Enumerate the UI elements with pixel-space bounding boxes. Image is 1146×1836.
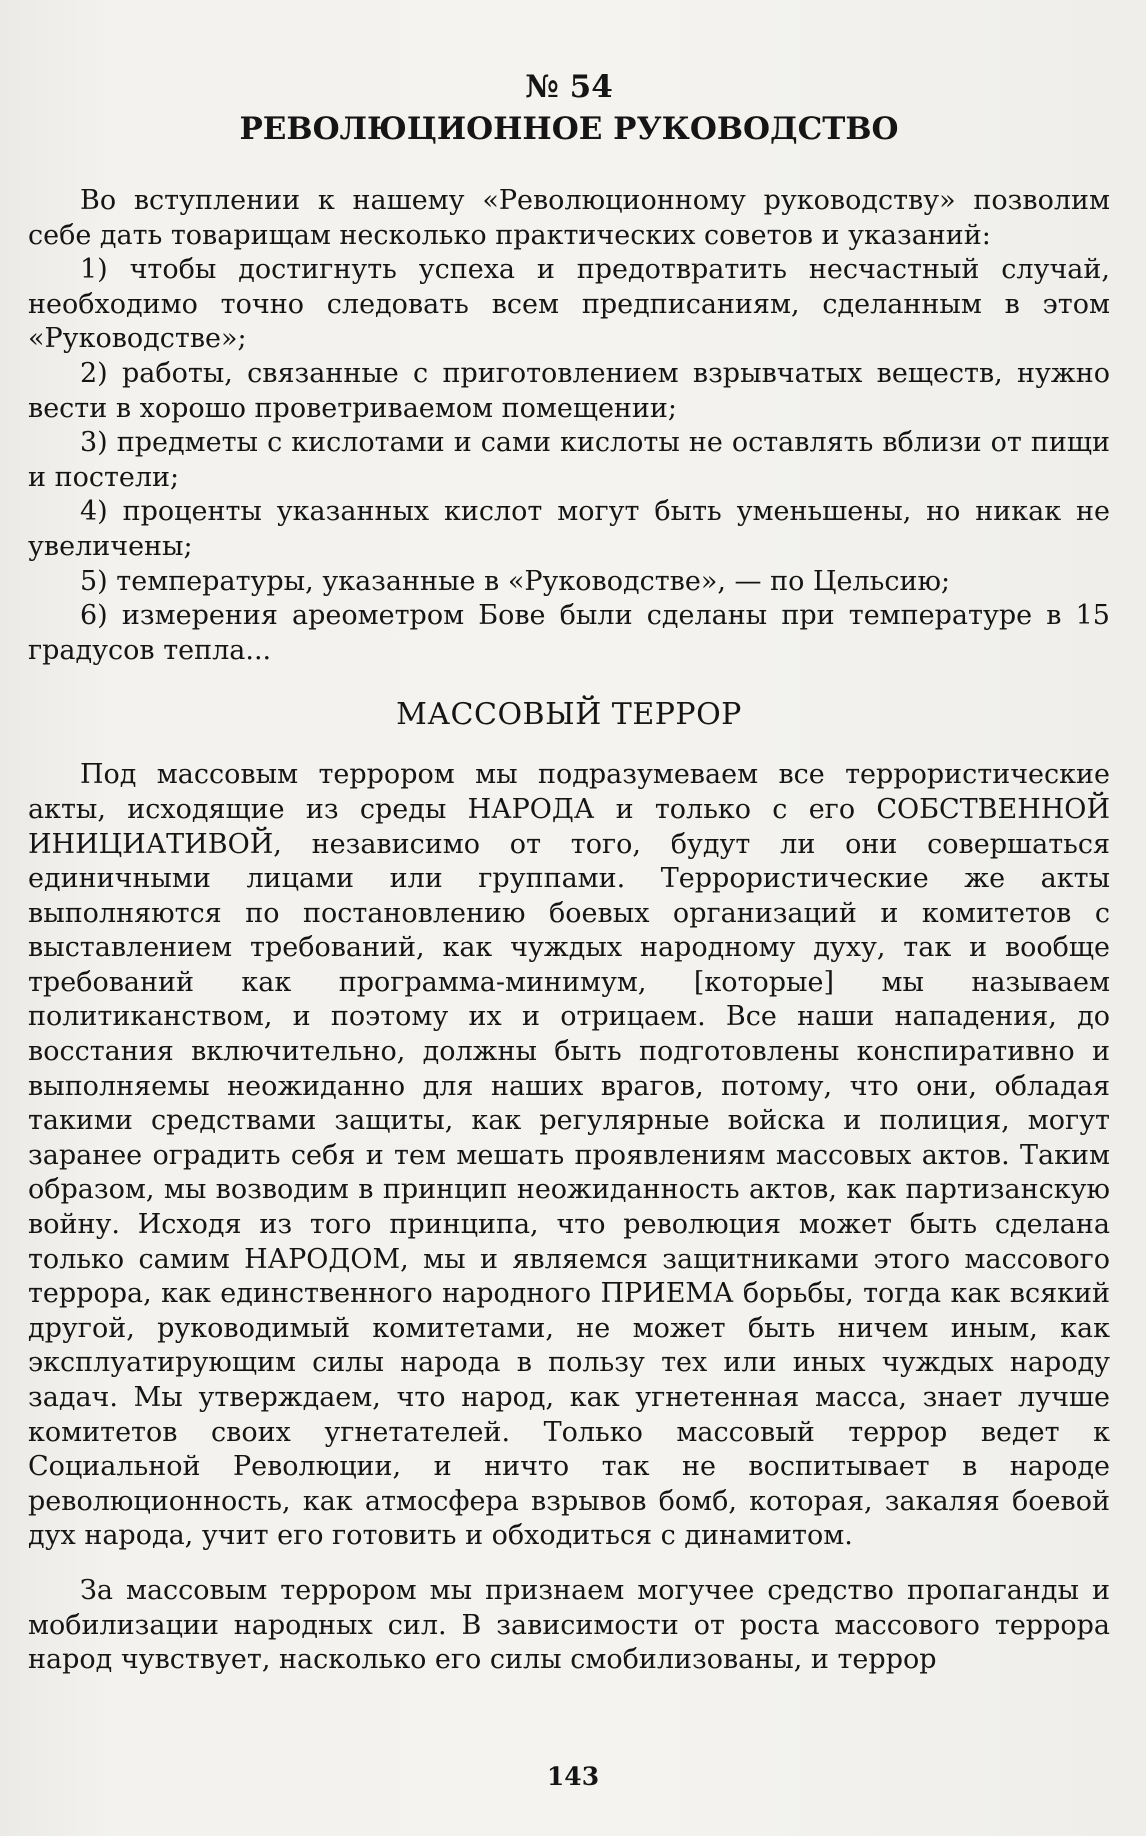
- page-number: 143: [546, 1762, 600, 1791]
- instruction-5: 5) температуры, указанные в «Руководстве», — по Цельсию;: [80, 565, 951, 597]
- instruction-1: 1) чтобы достигнуть успеха и предотвратить несчастный случай, необходимо точно следовать всем предписаниям, сделанным в этом «Руководстве»;: [28, 254, 1110, 355]
- page-content: [28, 68, 1110, 1678]
- intro-paragraph: Во вступлении к нашему «Революционному руководству» позволим себе дать товарищам несколько практических советов и указаний:: [28, 185, 1110, 251]
- section-title: МАССОВЫЙ ТЕРРОР: [396, 697, 742, 733]
- document-number: № 54: [525, 69, 613, 105]
- section-paragraph-1: Под массовым террором мы подразумеваем все террористические акты, исходящие из среды НАРОДА и только с его СОБСТВЕННОЙ ИНИЦИАТИВОЙ, независимо от того, будут ли они совершаться единичными лицами или группами. Террористические же акты выполняются по постановлению боевых организаций и комитетов с выставлением требований, как чуждых народному духу, так и вообще требований как программа-минимум, [которые] мы называем политиканством, и поэтому их и отрицаем. Все наши нападения, до восстания включительно, должны быть подготовлены конспиративно и выполняемы неожиданно для наших врагов, потому, что они, обладая такими средствами защиты, как регулярные войска и полиция, могут заранее оградить себя и тем мешать проявлениям массовых актов. Таким образом, мы возводим в принцип неожиданность актов, как партизанскую войну. Исходя из того принципа, что революция может быть сделана только самим НАРОДОМ, мы и являемся защитниками этого массового террора, как единственного народного ПРИЕМА борьбы, тогда как всякий другой, руководимый комитетами, не может быть ничем иным, как эксплуатирующим силы народа в пользу тех или иных чуждых народу задач. Мы утверждаем, что народ, как угнетенная масса, знает лучше комитетов своих угнетателей. Только массовый террор ведет к Социальной Революции, и ничто так не воспитывает в народе революционность, как атмосфера взрывов бомб, которая, закаляя боевой дух народа, учит его готовить и обходиться с динамитом.: [28, 759, 1110, 1552]
- document-title: РЕВОЛЮЦИОННОЕ РУКОВОДСТВО: [239, 111, 899, 147]
- paragraph-gap: [28, 1554, 1110, 1574]
- section-paragraph-2: За массовым террором мы признаем могучее средство пропаганды и мобилизации народных сил. В зависимости от роста массового террора народ чувствует, насколько его силы смобилизованы, и террор: [28, 1574, 1110, 1676]
- instruction-3: 3) предметы с кислотами и сами кислоты не оставлять вблизи от пищи и постели;: [28, 427, 1110, 493]
- instruction-6: 6) измерения ареометром Бове были сделаны при температуре в 15 градусов тепла...: [28, 600, 1110, 666]
- instruction-2: 2) работы, связанные с приготовлением взрывчатых веществ, нужно вести в хорошо проветриваемом помещении;: [28, 357, 1110, 424]
- instruction-4: 4) проценты указанных кислот могут быть уменьшены, но никак не увеличены;: [28, 496, 1110, 562]
